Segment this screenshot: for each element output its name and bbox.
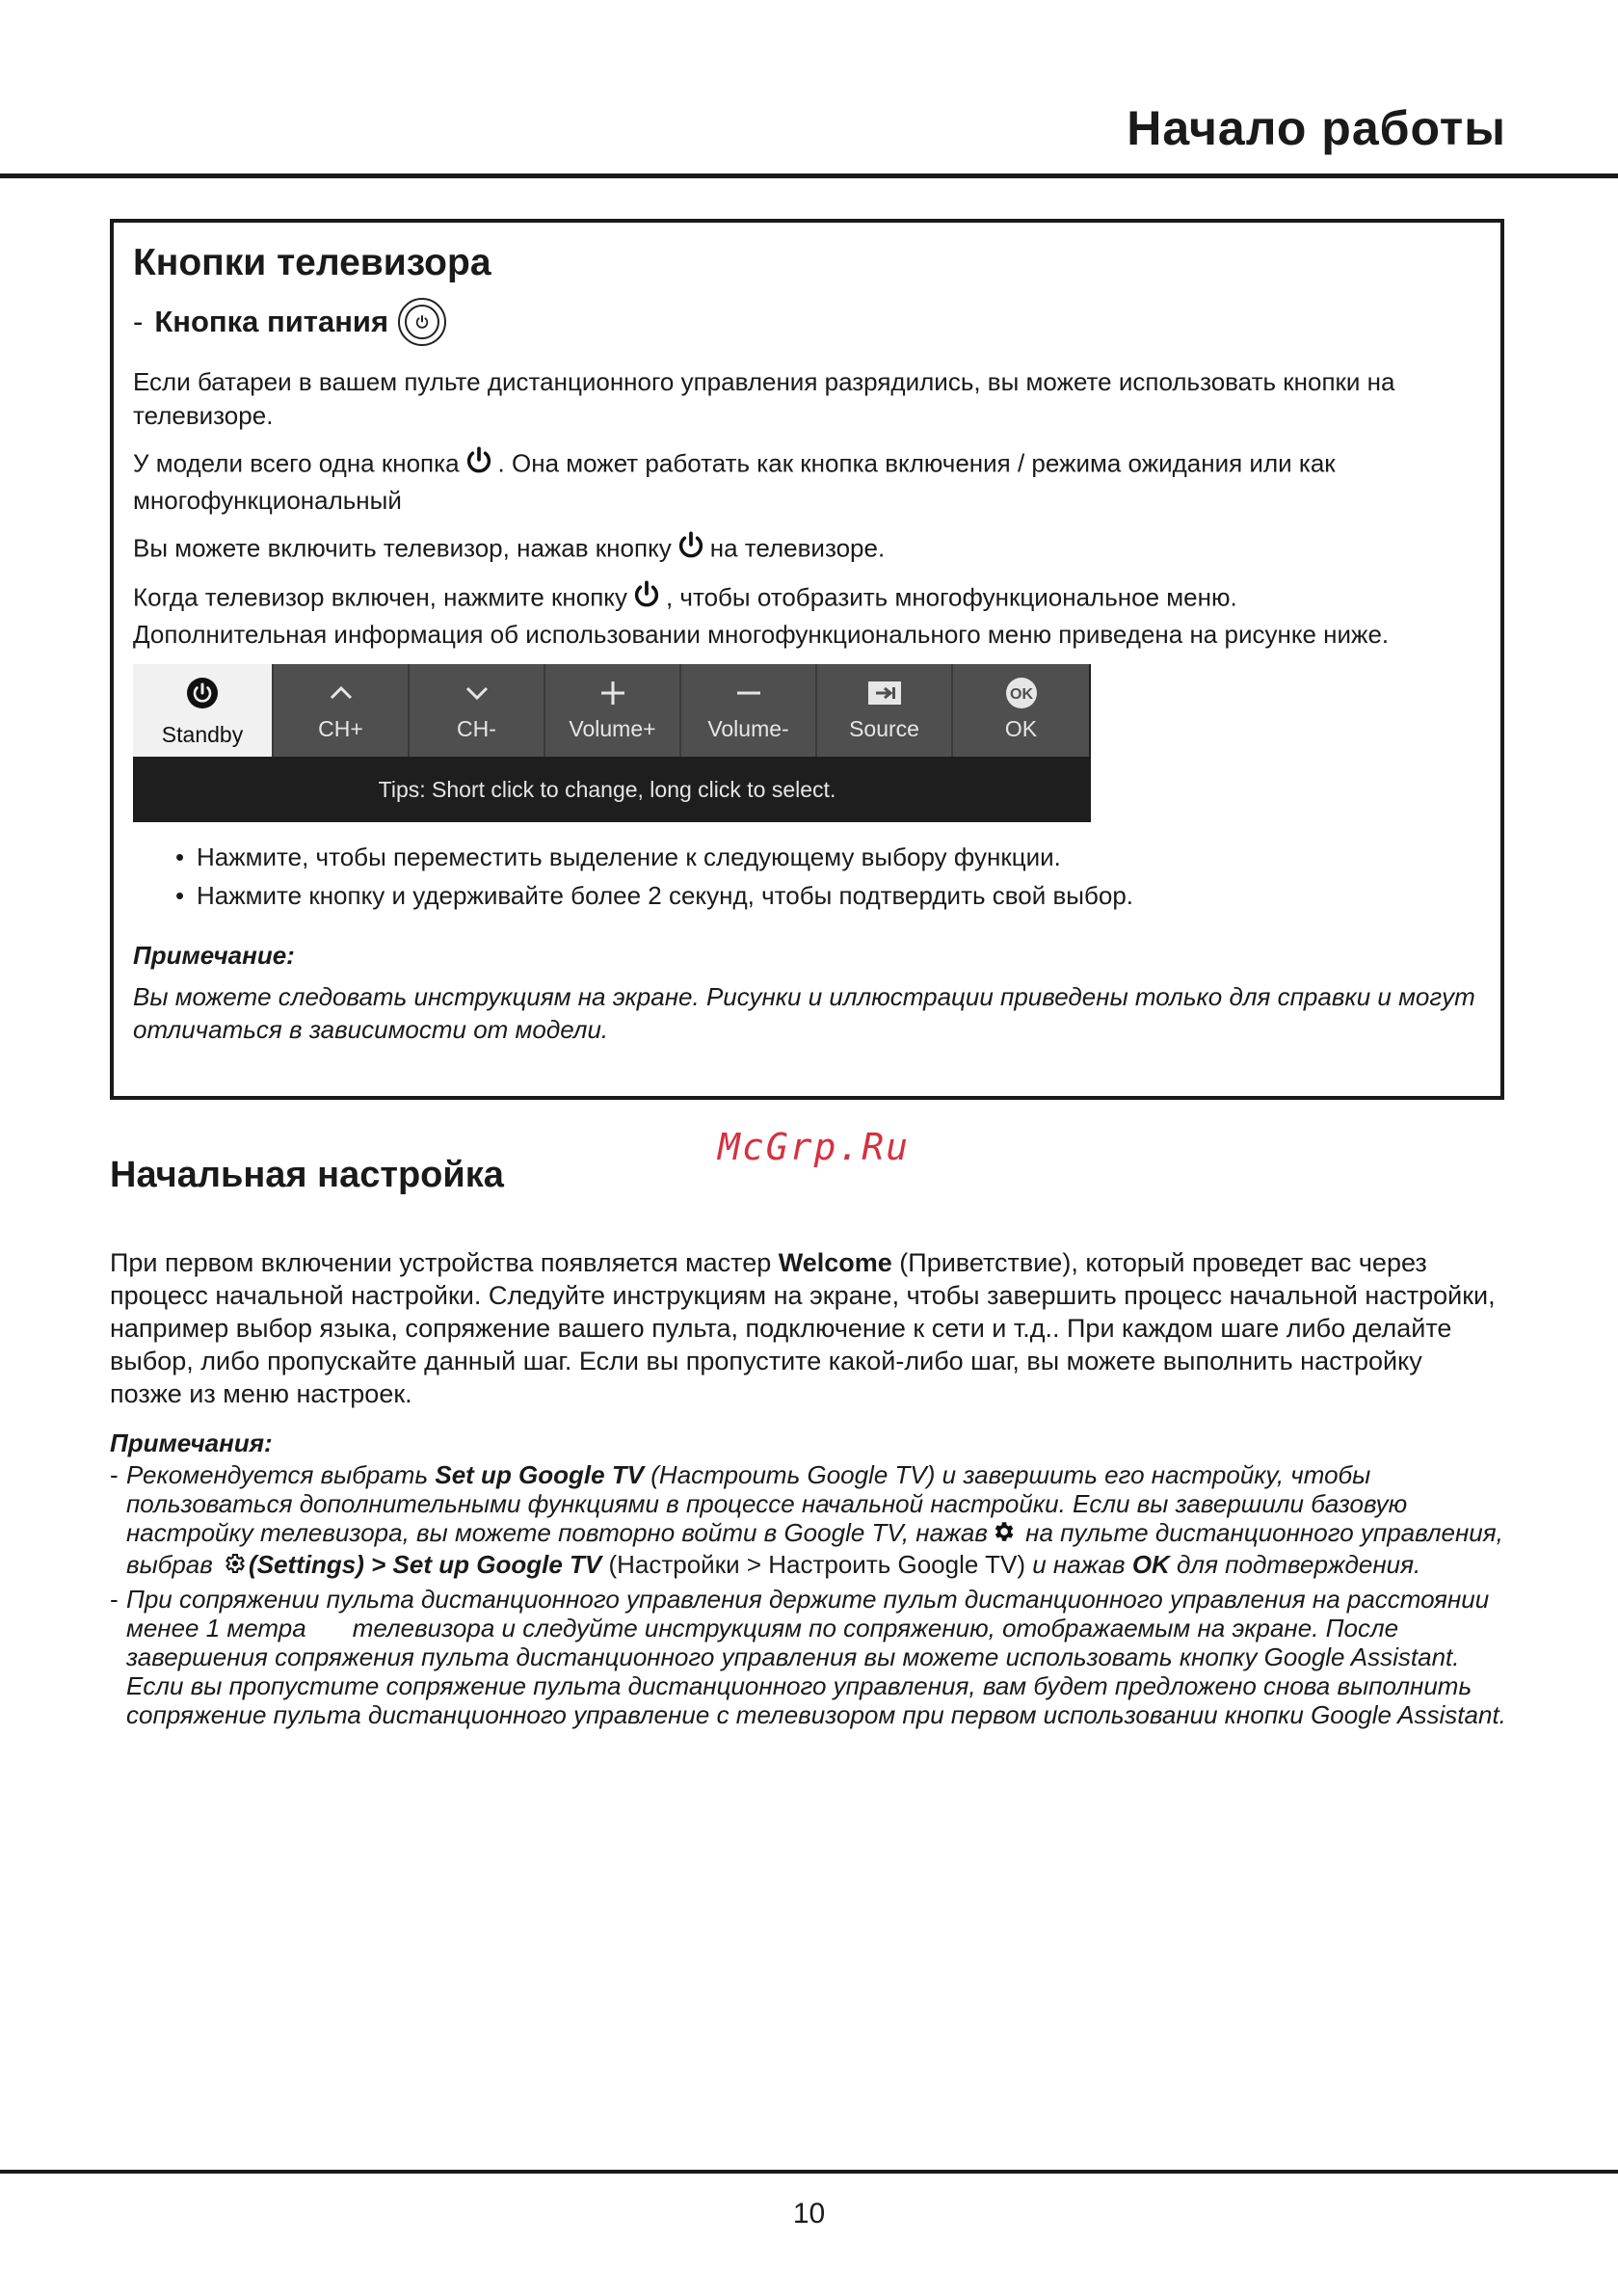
page-number: 10 xyxy=(792,2198,826,2229)
power-icon xyxy=(186,674,219,712)
menu-tips: Tips: Short click to change, long click to select. xyxy=(378,776,836,802)
list-item: • Нажмите, чтобы переместить выделение к следующему выбору функции. xyxy=(175,838,1483,876)
source-icon xyxy=(867,674,902,712)
p2-text-a: У модели всего одна кнопка xyxy=(133,448,460,478)
menu-item-ok[interactable] xyxy=(953,664,1089,757)
menu-item-label: Volume+ xyxy=(569,716,656,741)
paragraph-single-button xyxy=(133,446,1483,518)
tv-buttons-content xyxy=(133,223,1483,1046)
setup-notes xyxy=(110,1460,1507,1729)
note1-text-d: на пульте дистанционного управления, выбрав xyxy=(126,1518,1503,1580)
note1-setup-google-tv: Set up Google TV xyxy=(435,1460,645,1489)
note1-text-f: и нажав xyxy=(1024,1550,1132,1580)
bullet-list xyxy=(133,838,1483,915)
settings-gear-icon xyxy=(223,1552,246,1581)
power-button-ring-icon xyxy=(398,298,446,346)
menu-item-label: Source xyxy=(849,716,919,741)
note1-settings-path: (Settings) > Set up Google TV xyxy=(249,1550,602,1580)
subheading-text: Кнопка питания xyxy=(154,305,389,338)
plus-icon xyxy=(598,674,627,712)
menu-item-standby[interactable] xyxy=(133,664,274,757)
tv-buttons-box xyxy=(110,219,1504,1100)
footer-rule xyxy=(0,2170,1618,2174)
power-button-subheading xyxy=(133,298,1483,346)
menu-item-label: CH- xyxy=(457,716,496,741)
note1-text-a: Рекомендуется выбрать xyxy=(126,1460,436,1489)
menu-item-ch-down[interactable] xyxy=(410,664,545,757)
note2-text-a: При сопряжении пульта дистанционного управления держите пульт дистанционного управления на расстоянии менее 1 метра xyxy=(126,1585,1490,1643)
list-item: • Нажмите кнопку и удерживайте более 2 секунд, чтобы подтвердить свой выбор. xyxy=(175,876,1483,915)
menu-item-label: CH+ xyxy=(318,716,363,741)
menu-item-label: Volume- xyxy=(707,716,789,741)
menu-item-label: OK xyxy=(1004,716,1038,741)
intro-text-b: (Приветствие), который проведет вас через процесс начальной настройки. Следуйте инструкциям на экране, чтобы завершить процесс начальной настройки, например выбор языка, сопряжение вашего пульта, подключение к сети и т.д.. При каждом шаге либо делайте выбор, либо пропускайте данный шаг. Если вы пропустите какой-либо шаг, вы можете выполнить настройку позже из меню настроек. xyxy=(110,1248,1496,1408)
subheading-dash: - xyxy=(133,305,144,338)
power-icon xyxy=(677,531,704,569)
section-heading-tv-buttons: Кнопки телевизора xyxy=(133,242,491,283)
note-item-pairing xyxy=(110,1585,1507,1729)
notes-heading: Примечания: xyxy=(110,1428,273,1457)
paragraph-batteries: Если батареи в вашем пульте дистанционного управления разрядились, вы можете использовать кнопки на телевизоре. xyxy=(133,367,1395,430)
menu-item-volume-up[interactable] xyxy=(545,664,681,757)
intro-text-a: При первом включении устройства появляется мастер xyxy=(110,1248,779,1277)
p2-text-b: . Она может работать как кнопка включения / режима ожидания или как многофункциональный xyxy=(133,448,1336,515)
power-icon xyxy=(465,446,492,484)
menu-item-source[interactable] xyxy=(817,664,953,757)
note-text: Вы можете следовать инструкциям на экране. Рисунки и иллюстрации приведены только для справки и могут отличаться в зависимости от модели. xyxy=(133,982,1475,1044)
note2-text-b: телевизора и следуйте инструкциям по сопряжению, отображаемым на экране. После завершения сопряжения пульта дистанционного управления вы можете использовать кнопку Google Assistant. Если вы пропустите сопряжение пульта дистанционного управления, вам будет предложено снова выполнить сопряжение пульта дистанционного управление с телевизором при первом использовании кнопки Google Assistant. xyxy=(126,1614,1506,1730)
ok-icon-text: OK xyxy=(1009,686,1033,703)
note-dash: - xyxy=(110,1460,119,1489)
p4-text-a: Когда телевизор включен, нажмите кнопку xyxy=(133,582,627,612)
multifunction-menu xyxy=(133,664,1091,822)
ok-icon xyxy=(1005,674,1038,712)
section-heading-initial-setup: Начальная настройка xyxy=(110,1155,504,1195)
menu-item-ch-up[interactable] xyxy=(274,664,410,757)
setup-intro-paragraph xyxy=(110,1246,1498,1410)
watermark: McGrp.Ru xyxy=(718,1126,911,1168)
page-title: Начало работы xyxy=(1127,101,1506,155)
power-icon xyxy=(633,580,660,618)
paragraph-more-info: Дополнительная информация об использовании многофункционального меню приведена на рисунке ниже. xyxy=(133,620,1390,649)
chevron-down-icon xyxy=(464,674,491,712)
note-heading: Примечание: xyxy=(133,941,295,970)
p3-text-a: Вы можете включить телевизор, нажав кнопку xyxy=(133,533,672,563)
note1-text-c: (Настроить Google TV) и завершить его настройку, чтобы пользоваться дополнительными функциями в процессе начальной настройки. Если вы завершили базовую настройку телевизора, вы можете повторно войти в Google TV, нажав xyxy=(126,1460,1408,1547)
menu-item-label: Standby xyxy=(161,722,244,747)
header-rule xyxy=(0,174,1618,178)
note1-ok: OK xyxy=(1131,1550,1170,1580)
p3-text-b: на телевизоре. xyxy=(709,533,886,563)
p4-text-b: , чтобы отобразить многофункциональное меню. xyxy=(665,582,1237,612)
note-dash: - xyxy=(110,1585,119,1615)
paragraph-turn-on xyxy=(133,531,1483,569)
chevron-up-icon xyxy=(328,674,355,712)
gear-icon xyxy=(991,1519,1016,1550)
note-item-google-tv xyxy=(110,1460,1507,1581)
intro-welcome: Welcome xyxy=(778,1248,892,1277)
note1-text-e: (Настройки > Настроить Google TV) xyxy=(601,1550,1025,1580)
note1-text-g: для подтверждения. xyxy=(1169,1550,1421,1580)
menu-item-volume-down[interactable] xyxy=(681,664,817,757)
paragraph-multifunction xyxy=(133,580,1483,618)
minus-icon xyxy=(734,674,763,712)
